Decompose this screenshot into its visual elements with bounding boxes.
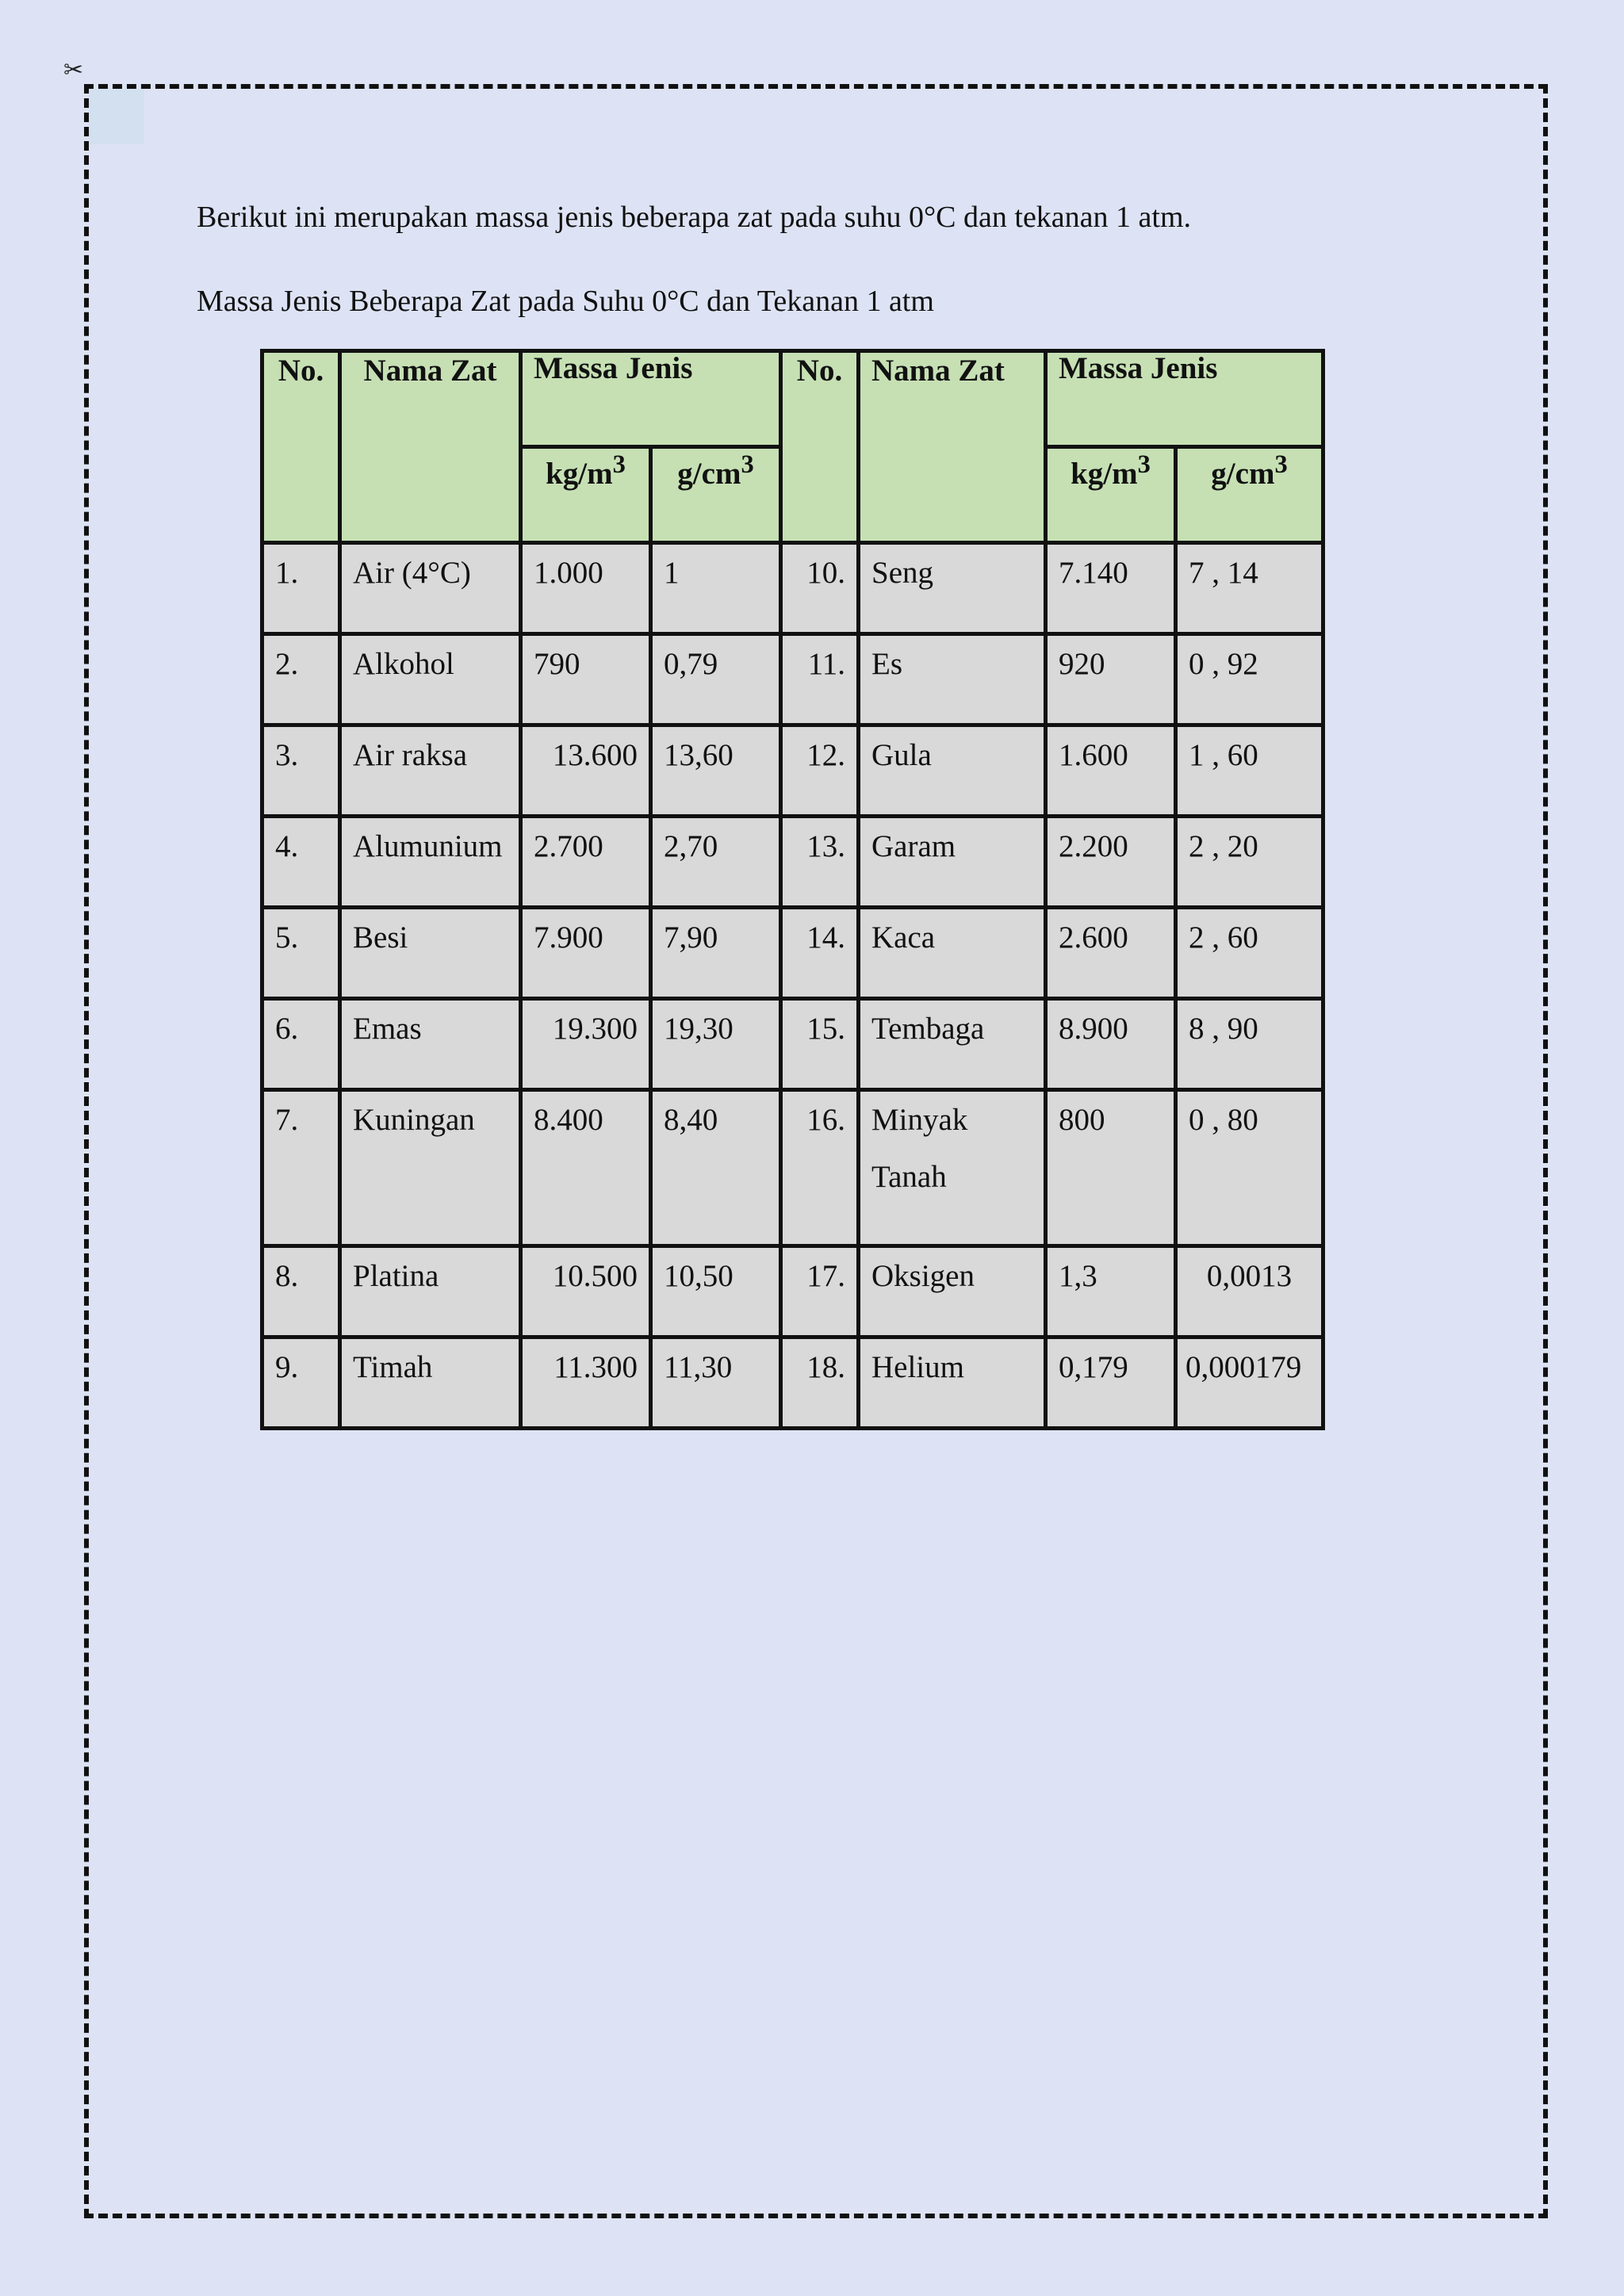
table-row (262, 1090, 1323, 1246)
cell-no: 7. (262, 1090, 340, 1246)
cell-name: Oksigen (859, 1246, 1046, 1337)
cell-kg: 2.200 (1046, 817, 1176, 908)
cell-name-line-2: Tanah (871, 1160, 947, 1194)
header-no-left: No. (262, 351, 340, 543)
header-no-right: No. (781, 351, 859, 543)
cell-no: 3. (262, 725, 340, 817)
cell-g: 0,79 (651, 634, 781, 725)
cell-kg: 1.000 (521, 543, 651, 634)
cell-name: Emas (340, 999, 521, 1090)
cell-kg: 19.300 (521, 999, 651, 1090)
table-row (262, 817, 1323, 908)
table-row (262, 725, 1323, 817)
density-table (260, 349, 1325, 1430)
cell-name (859, 1090, 1046, 1246)
cell-g: 19,30 (651, 999, 781, 1090)
cell-kg: 7.140 (1046, 543, 1176, 634)
cell-g: 1 , 60 (1176, 725, 1323, 817)
cell-name: Tembaga (859, 999, 1046, 1090)
header-nama-zat-left: Nama Zat (340, 351, 521, 543)
cell-name: Platina (340, 1246, 521, 1337)
header-massa-jenis-right: Massa Jenis (1046, 351, 1323, 447)
intro-paragraph: Berikut ini merupakan massa jenis beberapa zat pada suhu 0°C dan tekanan 1 atm. (197, 201, 1192, 234)
cell-no: 2. (262, 634, 340, 725)
cell-no: 4. (262, 817, 340, 908)
cell-no: 11. (781, 634, 859, 725)
cell-kg: 0,179 (1046, 1337, 1176, 1429)
table-header (262, 351, 1323, 543)
cell-kg: 8.900 (1046, 999, 1176, 1090)
cell-name: Kaca (859, 908, 1046, 999)
cell-g: 7,90 (651, 908, 781, 999)
table-row (262, 634, 1323, 725)
cell-no: 9. (262, 1337, 340, 1429)
cell-no: 14. (781, 908, 859, 999)
cell-name: Es (859, 634, 1046, 725)
cell-kg: 10.500 (521, 1246, 651, 1337)
cell-name: Air raksa (340, 725, 521, 817)
table-row (262, 1337, 1323, 1429)
cell-no: 6. (262, 999, 340, 1090)
cell-g: 8 , 90 (1176, 999, 1323, 1090)
cell-kg: 800 (1046, 1090, 1176, 1246)
cell-g: 11,30 (651, 1337, 781, 1429)
cell-kg: 2.600 (1046, 908, 1176, 999)
cell-g: 7 , 14 (1176, 543, 1323, 634)
cell-no: 8. (262, 1246, 340, 1337)
cell-g: 2 , 20 (1176, 817, 1323, 908)
header-row-1 (262, 351, 1323, 447)
cell-name: Alumunium (340, 817, 521, 908)
cell-no: 17. (781, 1246, 859, 1337)
header-nama-zat-right: Nama Zat (859, 351, 1046, 543)
cell-g: 0,0013 (1176, 1246, 1323, 1337)
cell-name: Seng (859, 543, 1046, 634)
cell-g: 0,000179 (1176, 1337, 1323, 1429)
header-unit-kg-left: $kg/m^3$ (521, 447, 651, 543)
cell-kg: 8.400 (521, 1090, 651, 1246)
header-unit-g-right: $g/cm^3$ (1176, 447, 1323, 543)
header-unit-kg-right: $kg/m^3$ (1046, 447, 1176, 543)
cell-g: 2,70 (651, 817, 781, 908)
cell-name-line-1: Minyak (871, 1103, 968, 1137)
cell-no: 5. (262, 908, 340, 999)
table-row (262, 908, 1323, 999)
table-caption: Massa Jenis Beberapa Zat pada Suhu 0°C dan Tekanan 1 atm (197, 285, 934, 318)
cell-no: 12. (781, 725, 859, 817)
table-row (262, 543, 1323, 634)
cell-name: Besi (340, 908, 521, 999)
cell-kg: 2.700 (521, 817, 651, 908)
cell-kg: 920 (1046, 634, 1176, 725)
cell-kg: 790 (521, 634, 651, 725)
cell-name: Kuningan (340, 1090, 521, 1246)
cell-g: 13,60 (651, 725, 781, 817)
cell-name: Timah (340, 1337, 521, 1429)
header-massa-jenis-left: Massa Jenis (521, 351, 781, 447)
cell-name: Garam (859, 817, 1046, 908)
cell-g: 2 , 60 (1176, 908, 1323, 999)
cell-no: 13. (781, 817, 859, 908)
cell-kg: 1.600 (1046, 725, 1176, 817)
cell-no: 15. (781, 999, 859, 1090)
header-unit-g-left: $g/cm^3$ (651, 447, 781, 543)
table-row (262, 999, 1323, 1090)
cell-g: 0 , 92 (1176, 634, 1323, 725)
cell-name: Helium (859, 1337, 1046, 1429)
cell-name: Alkohol (340, 634, 521, 725)
cell-kg: 11.300 (521, 1337, 651, 1429)
cell-kg: 13.600 (521, 725, 651, 817)
scissors-icon: ✂ (63, 56, 84, 84)
cell-no: 16. (781, 1090, 859, 1246)
cell-kg: 1,3 (1046, 1246, 1176, 1337)
cell-g: 10,50 (651, 1246, 781, 1337)
cell-no: 18. (781, 1337, 859, 1429)
table-body (262, 543, 1323, 1429)
cell-g: 0 , 80 (1176, 1090, 1323, 1246)
cell-name: Air (4°C) (340, 543, 521, 634)
cell-no: 1. (262, 543, 340, 634)
cell-name: Gula (859, 725, 1046, 817)
cell-no: 10. (781, 543, 859, 634)
table-row (262, 1246, 1323, 1337)
cell-g: 1 (651, 543, 781, 634)
cell-g: 8,40 (651, 1090, 781, 1246)
cell-kg: 7.900 (521, 908, 651, 999)
